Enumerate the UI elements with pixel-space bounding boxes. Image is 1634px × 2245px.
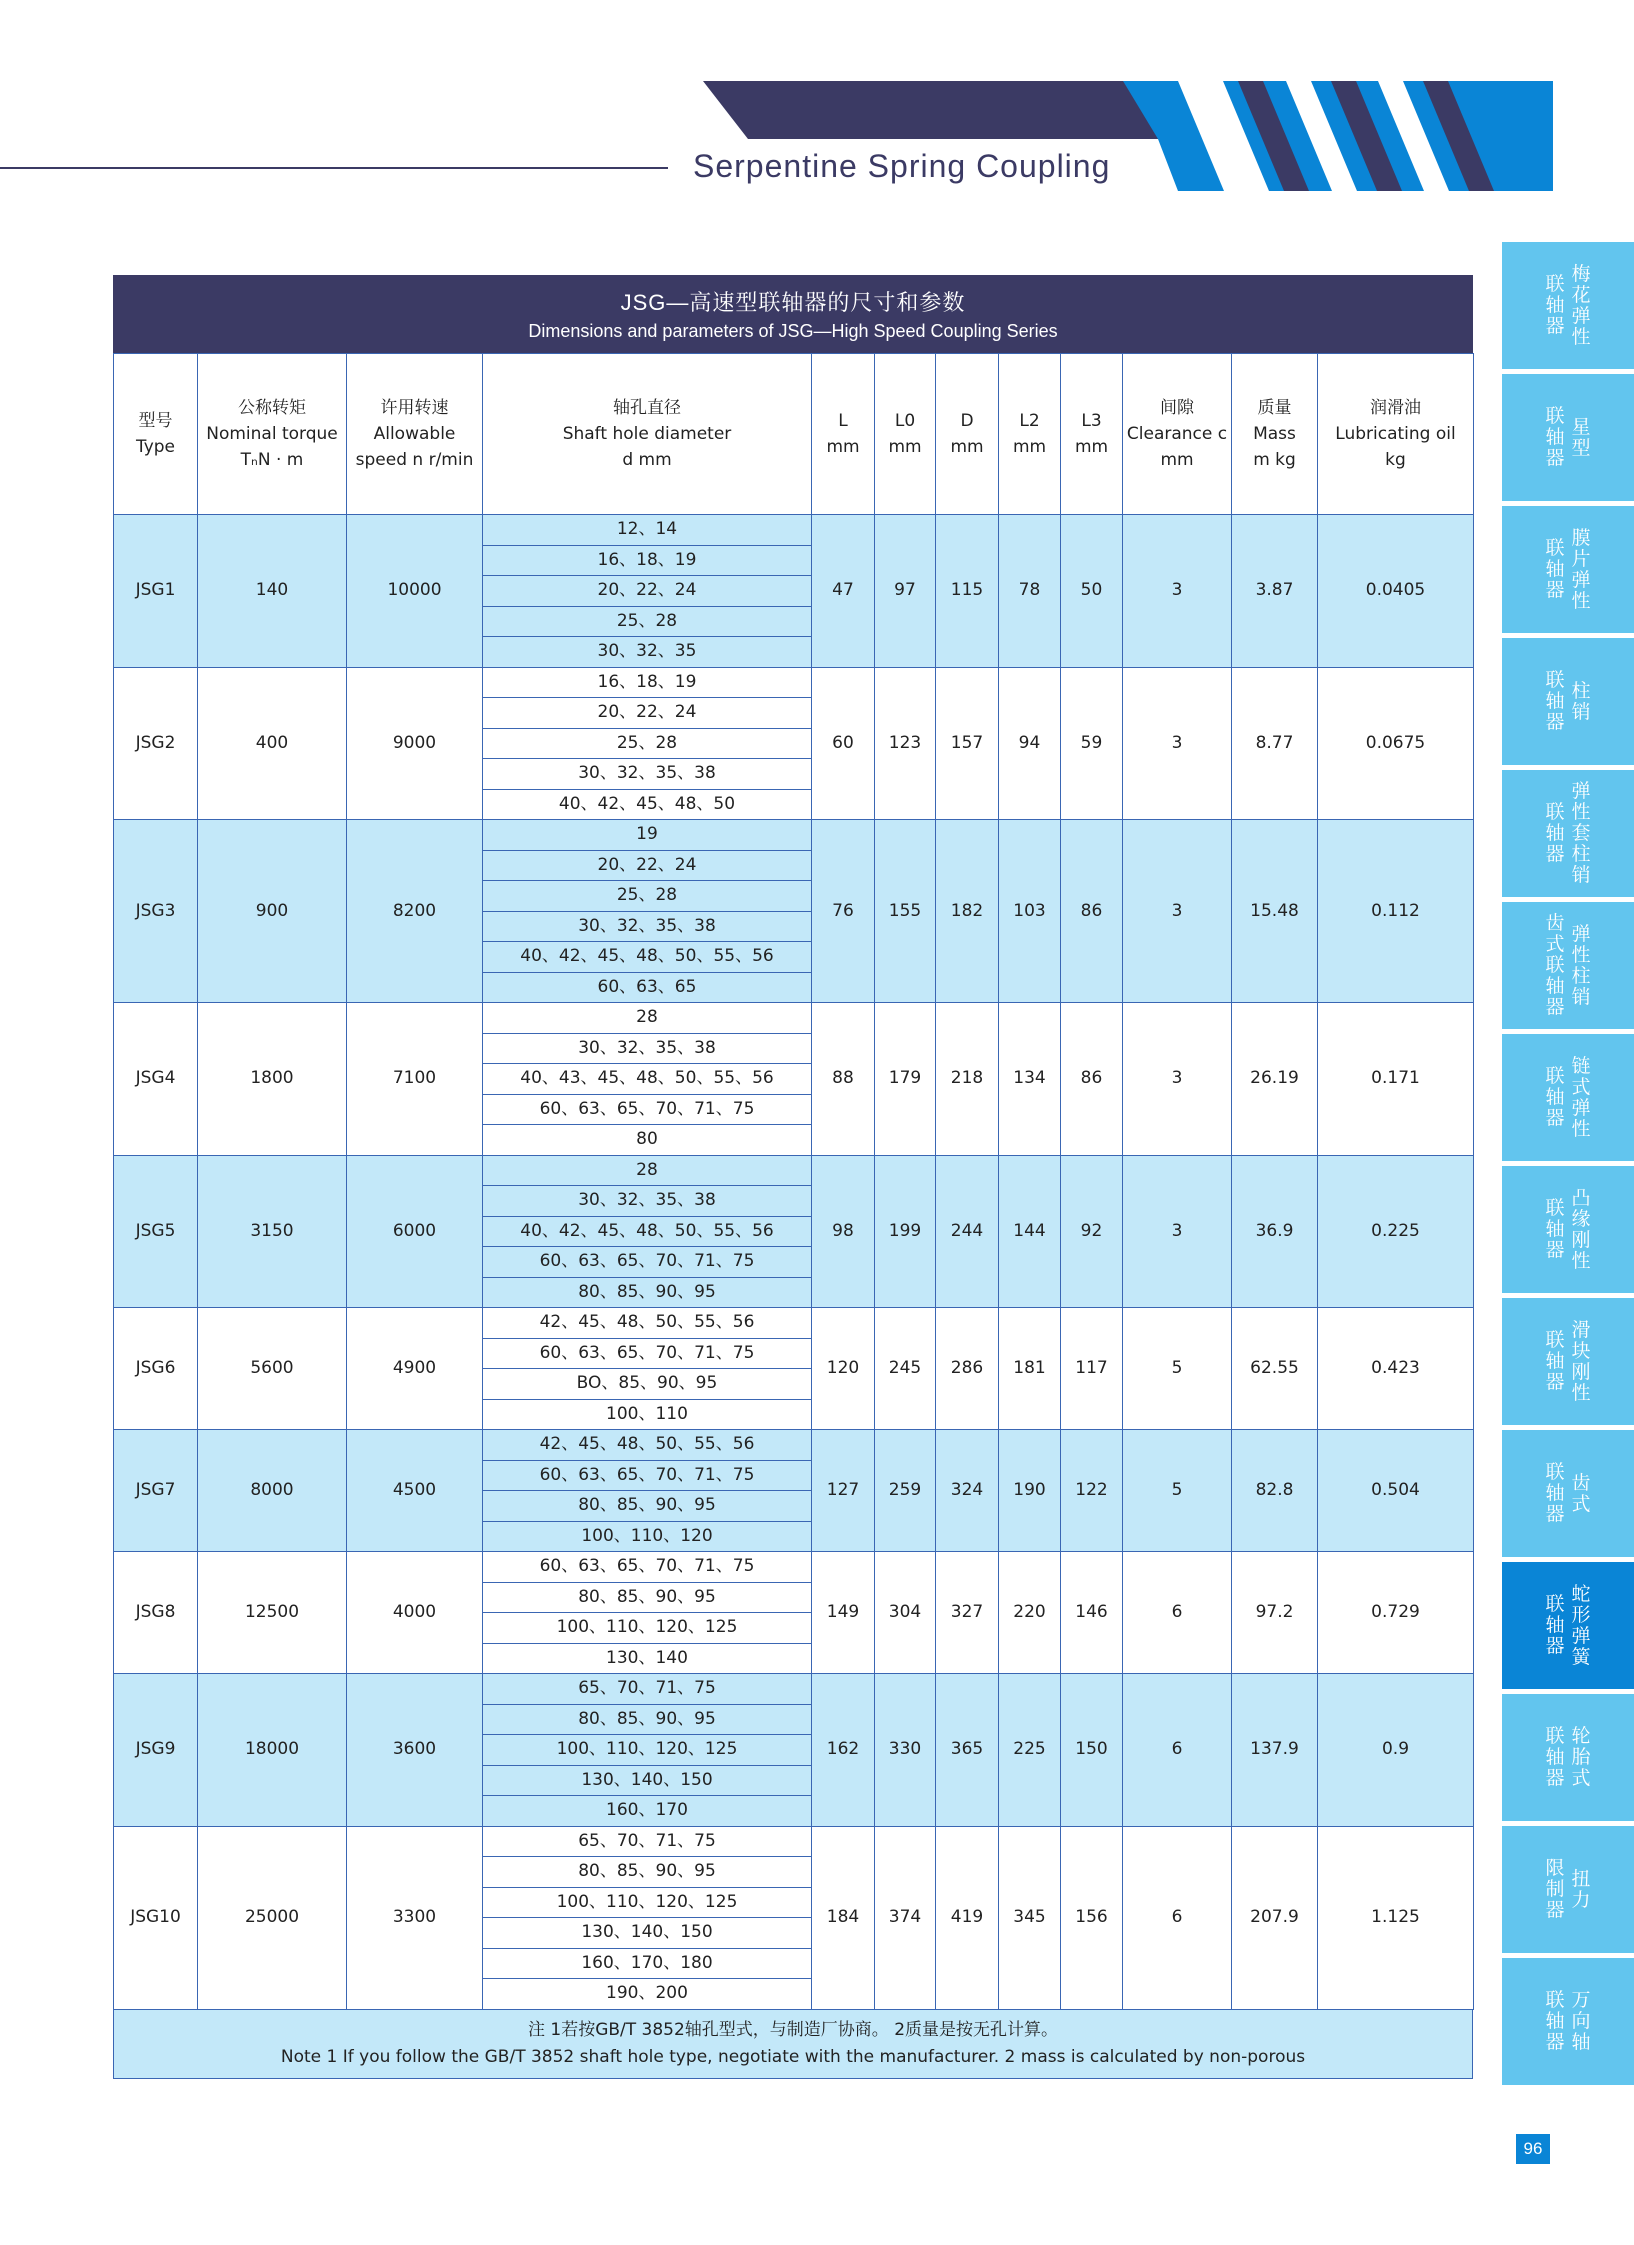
side-tab[interactable] (1502, 1958, 1634, 2085)
column-header-line: Lubricating oil (1335, 424, 1456, 444)
cell-torque: 3150 (198, 1155, 347, 1308)
cell-bore: 12、14 (483, 515, 812, 546)
cell-speed: 10000 (347, 515, 483, 668)
spec-table (113, 353, 1474, 2010)
cell-d: 419 (936, 1826, 999, 2009)
cell-d: 327 (936, 1552, 999, 1674)
cell-speed: 4000 (347, 1552, 483, 1674)
cell-speed: 9000 (347, 667, 483, 820)
cell-d: 157 (936, 667, 999, 820)
side-tab-label-left: 联轴器 (1545, 405, 1565, 469)
side-tab[interactable] (1502, 1166, 1634, 1293)
cell-c: 3 (1123, 820, 1232, 1003)
cell-c: 5 (1123, 1308, 1232, 1430)
table-note-cn: 注 1若按GB/T 3852轴孔型式，与制造厂协商。 2质量是按无孔计算。 (527, 2019, 1059, 2040)
cell-torque: 12500 (198, 1552, 347, 1674)
cell-l0: 155 (875, 820, 936, 1003)
cell-speed: 7100 (347, 1003, 483, 1156)
side-tab-label-right: 扭力 (1571, 1867, 1591, 1911)
column-header (347, 354, 483, 515)
cell-torque: 5600 (198, 1308, 347, 1430)
cell-d: 182 (936, 820, 999, 1003)
cell-l2: 181 (999, 1308, 1061, 1430)
side-tab-label-right: 万向轴 (1571, 1989, 1591, 2053)
side-tab-label-left: 联轴器 (1545, 1989, 1565, 2053)
cell-bore: 100、110、120 (483, 1521, 812, 1552)
side-tab[interactable] (1502, 1298, 1634, 1425)
side-tab-label-right: 梅花弹性 (1571, 262, 1591, 348)
cell-bore: 60、63、65、70、71、75 (483, 1094, 812, 1125)
table-row (114, 820, 1474, 851)
column-header-line: Type (135, 437, 176, 457)
table-body (114, 515, 1474, 2010)
cell-l3: 86 (1061, 1003, 1123, 1156)
cell-type: JSG1 (114, 515, 198, 668)
cell-bore: 20、22、24 (483, 576, 812, 607)
column-header-line: L2 (1019, 411, 1040, 431)
side-tab-label-left: 联轴器 (1545, 801, 1565, 865)
cell-bore: 80 (483, 1125, 812, 1156)
side-tab-label-right: 凸缘刚性 (1571, 1186, 1591, 1272)
cell-bore: 100、110、120、125 (483, 1735, 812, 1766)
side-tab[interactable] (1502, 1562, 1634, 1689)
cell-l3: 92 (1061, 1155, 1123, 1308)
cell-oil: 1.125 (1318, 1826, 1474, 2009)
side-tab-label-right: 星型 (1571, 415, 1591, 459)
column-header (1318, 354, 1474, 515)
cell-speed: 3300 (347, 1826, 483, 2009)
cell-bore: 25、28 (483, 728, 812, 759)
cell-oil: 0.504 (1318, 1430, 1474, 1552)
cell-l0: 304 (875, 1552, 936, 1674)
side-tab-label-left: 联轴器 (1545, 537, 1565, 601)
cell-d: 365 (936, 1674, 999, 1827)
cell-l3: 59 (1061, 667, 1123, 820)
column-header-line: Allowable (373, 424, 456, 444)
cell-mass: 62.55 (1232, 1308, 1318, 1430)
cell-type: JSG4 (114, 1003, 198, 1156)
side-tab-label-right: 齿式 (1571, 1471, 1591, 1515)
table-note-en: Note 1 If you follow the GB/T 3852 shaft hole type, negotiate with the manufacturer. 2 mass is calculated by non-porous (280, 2046, 1306, 2067)
column-header (812, 354, 875, 515)
cell-bore: 20、22、24 (483, 698, 812, 729)
side-tab[interactable] (1502, 1034, 1634, 1161)
side-tab-label-left: 限制器 (1545, 1857, 1565, 1921)
cell-bore: 16、18、19 (483, 545, 812, 576)
cell-bore: 30、32、35、38 (483, 1033, 812, 1064)
cell-l: 47 (812, 515, 875, 668)
table-header-row (114, 354, 1474, 515)
side-tab[interactable] (1502, 770, 1634, 897)
side-tab-label-left: 联轴器 (1545, 669, 1565, 733)
cell-c: 3 (1123, 1003, 1232, 1156)
cell-d: 115 (936, 515, 999, 668)
cell-l0: 330 (875, 1674, 936, 1827)
cell-l: 120 (812, 1308, 875, 1430)
side-tab-label-right: 轮胎式 (1571, 1725, 1591, 1789)
cell-c: 3 (1123, 1155, 1232, 1308)
cell-l2: 94 (999, 667, 1061, 820)
cell-speed: 6000 (347, 1155, 483, 1308)
side-tab[interactable] (1502, 638, 1634, 765)
cell-bore: 80、85、90、95 (483, 1704, 812, 1735)
table-title-bar (113, 275, 1473, 353)
table-row (114, 1308, 1474, 1339)
cell-oil: 0.0675 (1318, 667, 1474, 820)
cell-torque: 140 (198, 515, 347, 668)
cell-speed: 8200 (347, 820, 483, 1003)
cell-bore: 42、45、48、50、55、56 (483, 1308, 812, 1339)
column-header-line: mm (1074, 437, 1109, 457)
cell-l0: 259 (875, 1430, 936, 1552)
cell-l2: 144 (999, 1155, 1061, 1308)
header-rule (0, 167, 668, 169)
cell-bore: 65、70、71、75 (483, 1826, 812, 1857)
cell-l: 149 (812, 1552, 875, 1674)
column-header-line: m kg (1253, 450, 1296, 470)
cell-c: 6 (1123, 1552, 1232, 1674)
cell-bore: 16、18、19 (483, 667, 812, 698)
column-header-line: 公称转矩 (238, 398, 306, 418)
column-header-line: 质量 (1257, 398, 1292, 418)
column-header-line: L (838, 411, 848, 431)
spec-table-container (113, 275, 1473, 2079)
side-tab-label-left: 联轴器 (1545, 1065, 1565, 1129)
side-tab-label-right: 柱销 (1571, 679, 1591, 723)
column-header-line: kg (1385, 450, 1406, 470)
cell-torque: 1800 (198, 1003, 347, 1156)
cell-mass: 82.8 (1232, 1430, 1318, 1552)
cell-l: 60 (812, 667, 875, 820)
cell-oil: 0.9 (1318, 1674, 1474, 1827)
cell-type: JSG6 (114, 1308, 198, 1430)
table-row (114, 1674, 1474, 1705)
cell-bore: 160、170 (483, 1796, 812, 1827)
cell-bore: 30、32、35、38 (483, 759, 812, 790)
column-header-line: L0 (894, 411, 916, 431)
cell-type: JSG7 (114, 1430, 198, 1552)
column-header-line: mm (950, 437, 984, 457)
cell-type: JSG3 (114, 820, 198, 1003)
table-note (113, 2010, 1473, 2079)
column-header-line: TₙN · m (240, 450, 304, 470)
cell-bore: 30、32、35、38 (483, 911, 812, 942)
cell-bore: 80、85、90、95 (483, 1491, 812, 1522)
cell-bore: 28 (483, 1003, 812, 1034)
header-stripe-banner (703, 81, 1553, 191)
cell-l2: 78 (999, 515, 1061, 668)
cell-oil: 0.171 (1318, 1003, 1474, 1156)
cell-bore: 30、32、35、38 (483, 1186, 812, 1217)
cell-type: JSG10 (114, 1826, 198, 2009)
cell-c: 6 (1123, 1826, 1232, 2009)
cell-l0: 123 (875, 667, 936, 820)
cell-bore: 80、85、90、95 (483, 1857, 812, 1888)
table-title-cn: JSG—高速型联轴器的尺寸和参数 (620, 290, 966, 315)
cell-l: 98 (812, 1155, 875, 1308)
cell-l0: 199 (875, 1155, 936, 1308)
side-tab-label-right: 链式弹性 (1571, 1054, 1591, 1140)
cell-type: JSG9 (114, 1674, 198, 1827)
cell-l3: 156 (1061, 1826, 1123, 2009)
cell-mass: 8.77 (1232, 667, 1318, 820)
cell-bore: 190、200 (483, 1979, 812, 2010)
table-title-en: Dimensions and parameters of JSG—High Speed Coupling Series (528, 321, 1058, 341)
cell-l0: 245 (875, 1308, 936, 1430)
cell-bore: 80、85、90、95 (483, 1582, 812, 1613)
cell-bore: 28 (483, 1155, 812, 1186)
cell-bore: 60、63、65、70、71、75 (483, 1247, 812, 1278)
cell-d: 324 (936, 1430, 999, 1552)
side-tab[interactable] (1502, 1826, 1634, 1953)
cell-bore: 25、28 (483, 606, 812, 637)
column-header-line: 间隙 (1160, 398, 1194, 418)
column-header (999, 354, 1061, 515)
table-row (114, 1430, 1474, 1461)
cell-mass: 36.9 (1232, 1155, 1318, 1308)
cell-bore: 40、43、45、48、50、55、56 (483, 1064, 812, 1095)
side-tab-label-left: 齿式联轴器 (1545, 912, 1565, 1018)
column-header-line: D (960, 411, 974, 431)
cell-speed: 4900 (347, 1308, 483, 1430)
cell-l0: 374 (875, 1826, 936, 2009)
cell-type: JSG8 (114, 1552, 198, 1674)
cell-d: 218 (936, 1003, 999, 1156)
column-header (1123, 354, 1232, 515)
side-tab-label-right: 膜片弹性 (1571, 526, 1591, 612)
column-header (483, 354, 812, 515)
cell-speed: 4500 (347, 1430, 483, 1552)
column-header (1061, 354, 1123, 515)
side-tab-label-right: 弹性套柱销 (1571, 780, 1591, 886)
cell-bore: 25、28 (483, 881, 812, 912)
cell-l2: 134 (999, 1003, 1061, 1156)
cell-d: 244 (936, 1155, 999, 1308)
cell-l: 88 (812, 1003, 875, 1156)
column-header (198, 354, 347, 515)
side-tab-label-right: 蛇形弹簧 (1571, 1582, 1591, 1668)
cell-bore: 40、42、45、48、50、55、56 (483, 942, 812, 973)
side-tab[interactable] (1502, 902, 1634, 1029)
cell-torque: 400 (198, 667, 347, 820)
cell-bore: 100、110、120、125 (483, 1887, 812, 1918)
cell-mass: 15.48 (1232, 820, 1318, 1003)
column-header-line: L3 (1081, 411, 1102, 431)
table-row (114, 515, 1474, 546)
cell-l3: 117 (1061, 1308, 1123, 1430)
cell-oil: 0.225 (1318, 1155, 1474, 1308)
cell-mass: 97.2 (1232, 1552, 1318, 1674)
cell-mass: 207.9 (1232, 1826, 1318, 2009)
cell-bore: 60、63、65、70、71、75 (483, 1460, 812, 1491)
side-tab-label-left: 联轴器 (1545, 1197, 1565, 1261)
cell-bore: 130、140、150 (483, 1918, 812, 1949)
cell-l2: 103 (999, 820, 1061, 1003)
cell-torque: 18000 (198, 1674, 347, 1827)
cell-bore: 60、63、65、70、71、75 (483, 1338, 812, 1369)
cell-c: 3 (1123, 667, 1232, 820)
column-header-line: speed n r/min (355, 450, 474, 470)
side-tab[interactable] (1502, 242, 1634, 369)
cell-c: 5 (1123, 1430, 1232, 1552)
cell-l: 184 (812, 1826, 875, 2009)
cell-bore: 60、63、65、70、71、75 (483, 1552, 812, 1583)
cell-type: JSG5 (114, 1155, 198, 1308)
cell-c: 3 (1123, 515, 1232, 668)
cell-bore: 60、63、65 (483, 972, 812, 1003)
column-header (114, 354, 198, 515)
cell-oil: 0.729 (1318, 1552, 1474, 1674)
cell-l2: 225 (999, 1674, 1061, 1827)
column-header-line: mm (1012, 437, 1047, 457)
cell-l3: 86 (1061, 820, 1123, 1003)
cell-l: 162 (812, 1674, 875, 1827)
cell-l2: 345 (999, 1826, 1061, 2009)
column-header-line: 润滑油 (1370, 398, 1421, 418)
column-header-line: mm (1160, 450, 1194, 470)
cell-bore: BO、85、90、95 (483, 1369, 812, 1400)
cell-torque: 25000 (198, 1826, 347, 2009)
column-header-line: Mass (1253, 424, 1296, 444)
cell-bore: 20、22、24 (483, 850, 812, 881)
cell-torque: 8000 (198, 1430, 347, 1552)
cell-oil: 0.423 (1318, 1308, 1474, 1430)
cell-mass: 3.87 (1232, 515, 1318, 668)
cell-bore: 130、140、150 (483, 1765, 812, 1796)
cell-bore: 30、32、35 (483, 637, 812, 668)
cell-bore: 19 (483, 820, 812, 851)
page-title: Serpentine Spring Coupling (693, 148, 1111, 184)
side-tab-label-left: 联轴器 (1545, 273, 1565, 337)
side-tab-label-left: 联轴器 (1545, 1461, 1565, 1525)
cell-l3: 150 (1061, 1674, 1123, 1827)
side-tab-label-right: 弹性柱销 (1571, 922, 1591, 1008)
table-row (114, 667, 1474, 698)
column-header-line: 轴孔直径 (613, 398, 681, 418)
cell-speed: 3600 (347, 1674, 483, 1827)
cell-mass: 26.19 (1232, 1003, 1318, 1156)
column-header (1232, 354, 1318, 515)
side-tab[interactable] (1502, 506, 1634, 633)
cell-l3: 50 (1061, 515, 1123, 668)
cell-torque: 900 (198, 820, 347, 1003)
side-category-tabs (1502, 242, 1634, 2090)
cell-d: 286 (936, 1308, 999, 1430)
side-tab[interactable] (1502, 374, 1634, 501)
cell-bore: 100、110、120、125 (483, 1613, 812, 1644)
page-number: 96 (1516, 2134, 1550, 2164)
cell-mass: 137.9 (1232, 1674, 1318, 1827)
column-header-line: Shaft hole diameter (562, 424, 732, 444)
column-header-line: mm (826, 437, 860, 457)
cell-l3: 146 (1061, 1552, 1123, 1674)
column-header-line: 许用转速 (380, 398, 449, 418)
column-header-line: 型号 (138, 411, 173, 431)
cell-bore: 40、42、45、48、50、55、56 (483, 1216, 812, 1247)
cell-oil: 0.0405 (1318, 515, 1474, 668)
cell-bore: 80、85、90、95 (483, 1277, 812, 1308)
cell-bore: 130、140 (483, 1643, 812, 1674)
cell-l3: 122 (1061, 1430, 1123, 1552)
cell-l2: 220 (999, 1552, 1061, 1674)
column-header (936, 354, 999, 515)
side-tab[interactable] (1502, 1430, 1634, 1557)
column-header-line: Nominal torque (206, 424, 338, 444)
cell-c: 6 (1123, 1674, 1232, 1827)
column-header-line: d mm (622, 450, 672, 470)
side-tab-label-left: 联轴器 (1545, 1593, 1565, 1657)
cell-type: JSG2 (114, 667, 198, 820)
cell-bore: 65、70、71、75 (483, 1674, 812, 1705)
table-row (114, 1826, 1474, 1857)
side-tab-label-left: 联轴器 (1545, 1725, 1565, 1789)
cell-bore: 160、170、180 (483, 1948, 812, 1979)
cell-l2: 190 (999, 1430, 1061, 1552)
column-header-line: Clearance c (1126, 424, 1228, 444)
cell-oil: 0.112 (1318, 820, 1474, 1003)
table-row (114, 1552, 1474, 1583)
cell-bore: 40、42、45、48、50 (483, 789, 812, 820)
cell-bore: 100、110 (483, 1399, 812, 1430)
cell-l0: 97 (875, 515, 936, 668)
side-tab-label-left: 联轴器 (1545, 1329, 1565, 1393)
column-header-line: mm (888, 437, 922, 457)
table-row (114, 1003, 1474, 1034)
cell-l0: 179 (875, 1003, 936, 1156)
table-row (114, 1155, 1474, 1186)
side-tab[interactable] (1502, 1694, 1634, 1821)
cell-l: 76 (812, 820, 875, 1003)
column-header (875, 354, 936, 515)
side-tab-label-right: 滑块刚性 (1571, 1318, 1591, 1404)
cell-bore: 42、45、48、50、55、56 (483, 1430, 812, 1461)
cell-l: 127 (812, 1430, 875, 1552)
